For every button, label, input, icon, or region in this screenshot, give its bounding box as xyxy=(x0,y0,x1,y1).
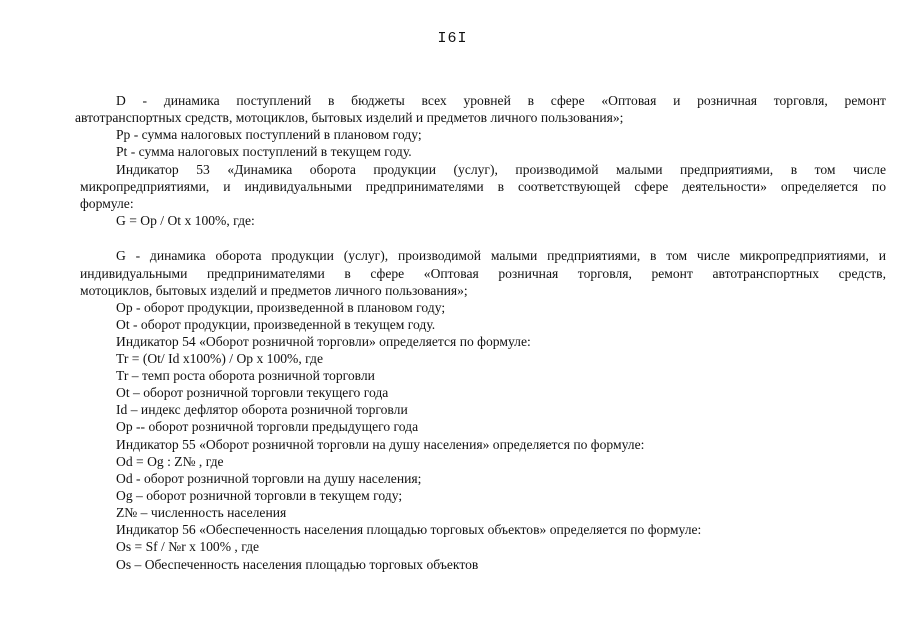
text-line: Ot - оборот продукции, произведенной в текущем году. xyxy=(116,317,436,332)
text-line: Z№ – численность населения xyxy=(116,505,287,520)
text-line: Индикатор 53 «Динамика оборота продукции (услуг), производимой малыми предприятиями, в том числе xyxy=(116,162,886,177)
text-line: Ot – оборот розничной торговли текущего года xyxy=(116,385,389,400)
formula-line: Od = Og : Z№ , где xyxy=(116,454,224,469)
text-line: Индикатор 54 «Оборот розничной торговли» определяется по формуле: xyxy=(116,334,531,349)
text-line: формуле: xyxy=(80,196,134,211)
text-line: D - динамика поступлений в бюджеты всех уровней в сфере «Оптовая и розничная торговля, ремонт xyxy=(116,93,886,108)
text-line: автотранспортных средств, мотоциклов, бытовых изделий и предметов личного пользования»; xyxy=(75,110,624,125)
text-line: мотоциклов, бытовых изделий и предметов личного пользования»; xyxy=(80,283,468,298)
text-line: Os – Обеспеченность населения площадью торговых объектов xyxy=(116,557,479,572)
text-line: Op -- оборот розничной торговли предыдущего года xyxy=(116,419,419,434)
text-line: микропредприятиями, и индивидуальными предпринимателями в соответствующей сфере деятельности» определяется по xyxy=(80,179,886,194)
text-line: Pp - сумма налоговых поступлений в плановом году; xyxy=(116,127,422,142)
text-line: Pt - сумма налоговых поступлений в текущем году. xyxy=(116,144,412,159)
page-number: I6I xyxy=(437,30,468,47)
text-line: Op - оборот продукции, произведенной в плановом году; xyxy=(116,300,446,315)
text-line: G - динамика оборота продукции (услуг), производимой малыми предприятиями, в том числе микропредприятиями, и xyxy=(116,248,886,263)
text-line: Tr – темп роста оборота розничной торговли xyxy=(116,368,375,383)
text-line: Индикатор 55 «Оборот розничной торговли на душу населения» определяется по формуле: xyxy=(116,437,645,452)
text-line: Od - оборот розничной торговли на душу населения; xyxy=(116,471,422,486)
formula-line: Tr = (Ot/ Id x100%) / Op x 100%, где xyxy=(116,351,324,366)
text-line: индивидуальными предпринимателями в сфере «Оптовая розничная торговля, ремонт автотранспортных средств, xyxy=(80,266,886,281)
formula-line: G = Op / Ot x 100%, где: xyxy=(116,213,255,228)
text-line: Id – индекс дефлятор оборота розничной торговли xyxy=(116,402,408,417)
text-line: Индикатор 56 «Обеспеченность населения площадью торговых объектов» определяется по формуле: xyxy=(116,522,702,537)
text-line: Og – оборот розничной торговли в текущем году; xyxy=(116,488,403,503)
formula-line: Os = Sf / №r x 100% , где xyxy=(116,539,260,554)
